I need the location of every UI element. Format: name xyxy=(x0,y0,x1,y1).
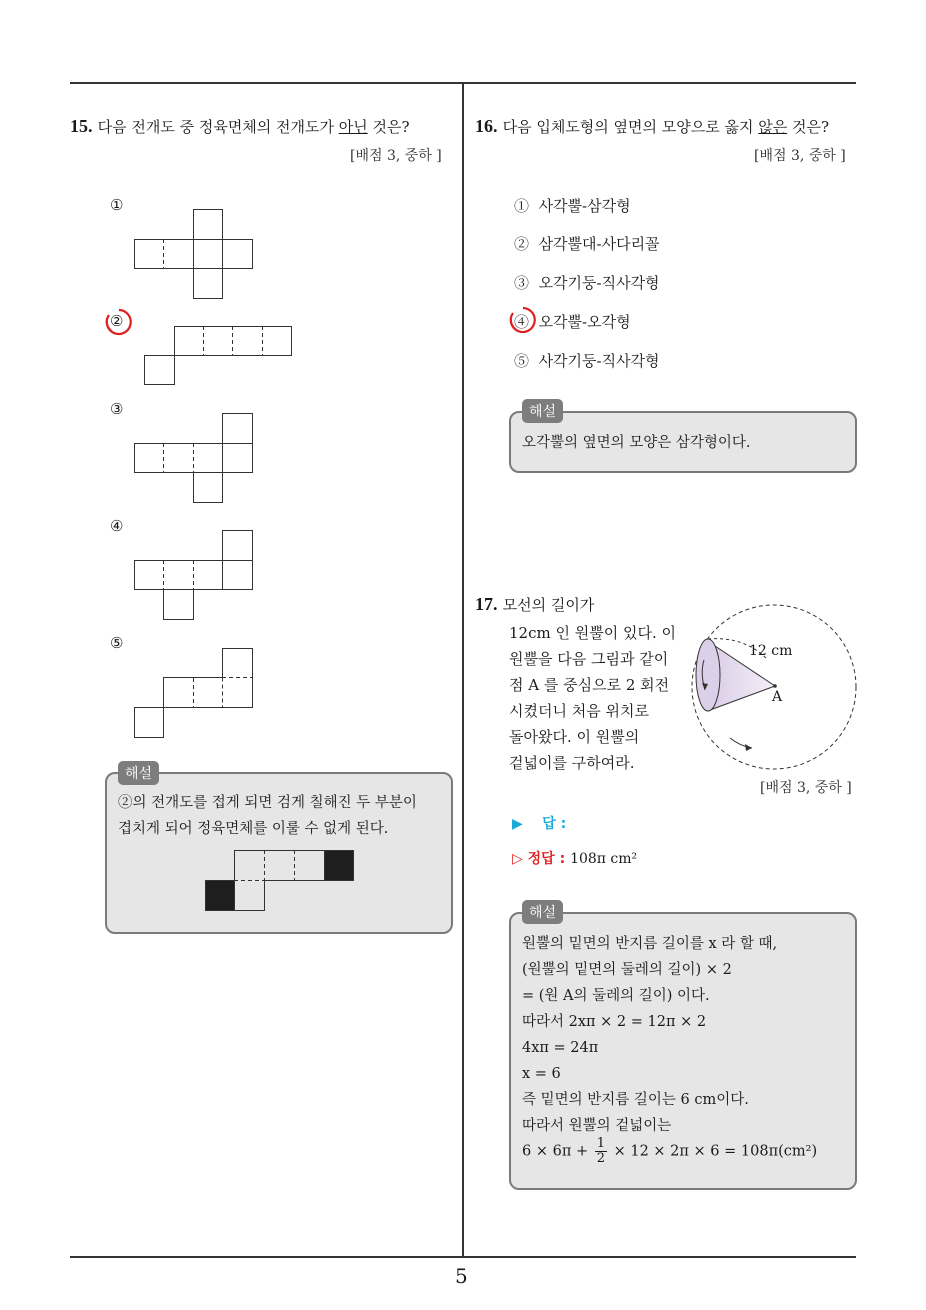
q16-text-underlined: 않은 xyxy=(758,118,788,136)
q15-option-4[interactable]: ④ xyxy=(110,517,124,535)
q15-net-3 xyxy=(134,413,254,503)
q15-explanation-line-1: ②의 전개도를 접게 되면 검게 칠해진 두 부분이 xyxy=(118,795,417,811)
q15-answer-circle-icon xyxy=(104,307,134,337)
q16-explanation-text: 오각뿔의 옆면의 모양은 삼각형이다. xyxy=(522,435,751,451)
q17-explanation-line-4: 따라서 2xπ × 2 = 12π × 2 xyxy=(522,1014,707,1030)
q16-choice-1-mark: ① xyxy=(514,197,530,215)
q17-text-line-3: 원뿔을 다음 그림과 같이 xyxy=(509,650,669,668)
q17-explanation-tab: 해설 xyxy=(522,900,563,924)
q15-number: 15. xyxy=(70,116,93,136)
q16-choice-4-mark: ④ xyxy=(514,313,530,331)
q16-choice-1-text: 사각뿔-삼각형 xyxy=(538,197,631,215)
q17-explanation-line-7: 즉 밑면의 반지름 길이는 6 cm이다. xyxy=(522,1092,749,1108)
q15-text-a: 다음 전개도 중 정육면체의 전개도가 xyxy=(97,118,339,136)
bottom-rule xyxy=(70,1256,856,1258)
q17-final-num: 1 xyxy=(596,1136,605,1151)
q17-text-line-6: 돌아왔다. 이 원뿔의 xyxy=(509,728,640,746)
q17-number: 17. xyxy=(475,594,498,614)
q15-question xyxy=(70,116,410,137)
q15-explanation-net xyxy=(205,850,355,912)
q15-meta: [배점 3, 중하 ] xyxy=(350,148,442,164)
q16-choice-5-mark: ⑤ xyxy=(514,352,530,370)
q17-text-line-2: 12cm 인 원뿔이 있다. 이 xyxy=(509,624,676,642)
q15-explanation-tab: 해설 xyxy=(118,761,159,785)
q17-correct-label: 정답 : xyxy=(527,851,566,867)
q15-option-2[interactable]: ② xyxy=(110,312,124,330)
q16-choice-5-text: 사각기둥-직사각형 xyxy=(538,352,660,370)
q15-net-5 xyxy=(134,648,254,738)
q17-explanation-line-8: 따라서 원뿔의 겉넓이는 xyxy=(522,1118,672,1134)
q16-choice-4-text: 오각뿔-오각형 xyxy=(538,313,631,331)
q17-explanation-line-3: = (원 A의 둘레의 길이) 이다. xyxy=(522,988,710,1004)
q16-choice-3-text: 오각기둥-직사각형 xyxy=(538,274,660,292)
q16-question xyxy=(475,116,829,137)
q16-explanation-tab: 해설 xyxy=(522,399,563,423)
q17-text-line-4: 점 A 를 중심으로 2 회전 xyxy=(509,676,670,694)
column-divider xyxy=(462,84,464,1257)
page-number: 5 xyxy=(455,1264,468,1288)
q17-final-pre: 6 × 6π + xyxy=(522,1143,593,1160)
q17-line-1 xyxy=(475,594,594,615)
q15-net-1 xyxy=(134,209,254,299)
q16-choice-2-text: 삼각뿔대-사다리꼴 xyxy=(538,235,660,253)
q17-explanation-line-5: 4xπ = 24π xyxy=(522,1040,599,1056)
q17-cone-figure xyxy=(688,598,864,778)
q17-correct-value: 108π cm² xyxy=(570,851,638,867)
q17-final-fraction xyxy=(595,1137,607,1166)
q16-choice-3[interactable] xyxy=(514,272,660,293)
q17-explanation-final xyxy=(522,1137,817,1166)
q16-answer-circle-icon xyxy=(508,305,538,335)
q16-choice-3-mark: ③ xyxy=(514,274,530,292)
q17-answer-label: 답 : xyxy=(542,816,567,832)
q16-choice-5[interactable] xyxy=(514,350,660,371)
q17-final-post: × 12 × 2π × 6 = 108π(cm²) xyxy=(609,1143,818,1160)
q17-explanation-line-1: 원뿔의 밑면의 반지름 길이를 x 라 할 때, xyxy=(522,936,778,952)
q17-text-line-5: 시켰더니 처음 위치로 xyxy=(509,702,649,720)
q17-meta: [배점 3, 중하 ] xyxy=(760,780,852,796)
q17-figure-point-label: A xyxy=(772,689,783,705)
q15-option-5[interactable]: ⑤ xyxy=(110,634,124,652)
q17-correct-row xyxy=(512,848,637,868)
q16-choice-1[interactable] xyxy=(514,195,631,216)
q16-choice-2[interactable] xyxy=(514,233,660,254)
q17-text-line-1: 모선의 길이가 xyxy=(502,596,595,614)
q16-text-b: 것은? xyxy=(787,118,830,136)
q15-text-underlined: 아닌 xyxy=(338,118,368,136)
q16-choice-2-mark: ② xyxy=(514,235,530,253)
q17-correct-marker-icon: ▷ xyxy=(512,851,523,867)
q15-option-1[interactable]: ① xyxy=(110,196,124,214)
q15-explanation-line-2: 겹치게 되어 정육면체를 이룰 수 없게 된다. xyxy=(118,821,389,837)
q17-answer-row xyxy=(512,813,566,833)
q17-final-den: 2 xyxy=(596,1151,605,1166)
q15-text-b: 것은? xyxy=(367,118,410,136)
q15-net-4 xyxy=(134,530,254,620)
q17-text-line-7: 겉넓이를 구하여라. xyxy=(509,754,635,772)
q16-meta: [배점 3, 중하 ] xyxy=(754,148,846,164)
q17-answer-marker-icon: ▶ xyxy=(512,816,523,832)
q16-text-a: 다음 입체도형의 옆면의 모양으로 옳지 xyxy=(502,118,759,136)
q17-figure-length-label: 12 cm xyxy=(749,643,793,659)
q15-net-2 xyxy=(144,326,294,386)
q15-option-3[interactable]: ③ xyxy=(110,400,124,418)
q16-number: 16. xyxy=(475,116,498,136)
q17-explanation-line-2: (원뿔의 밑면의 둘레의 길이) × 2 xyxy=(522,962,732,978)
q17-explanation-line-6: x = 6 xyxy=(522,1066,561,1082)
